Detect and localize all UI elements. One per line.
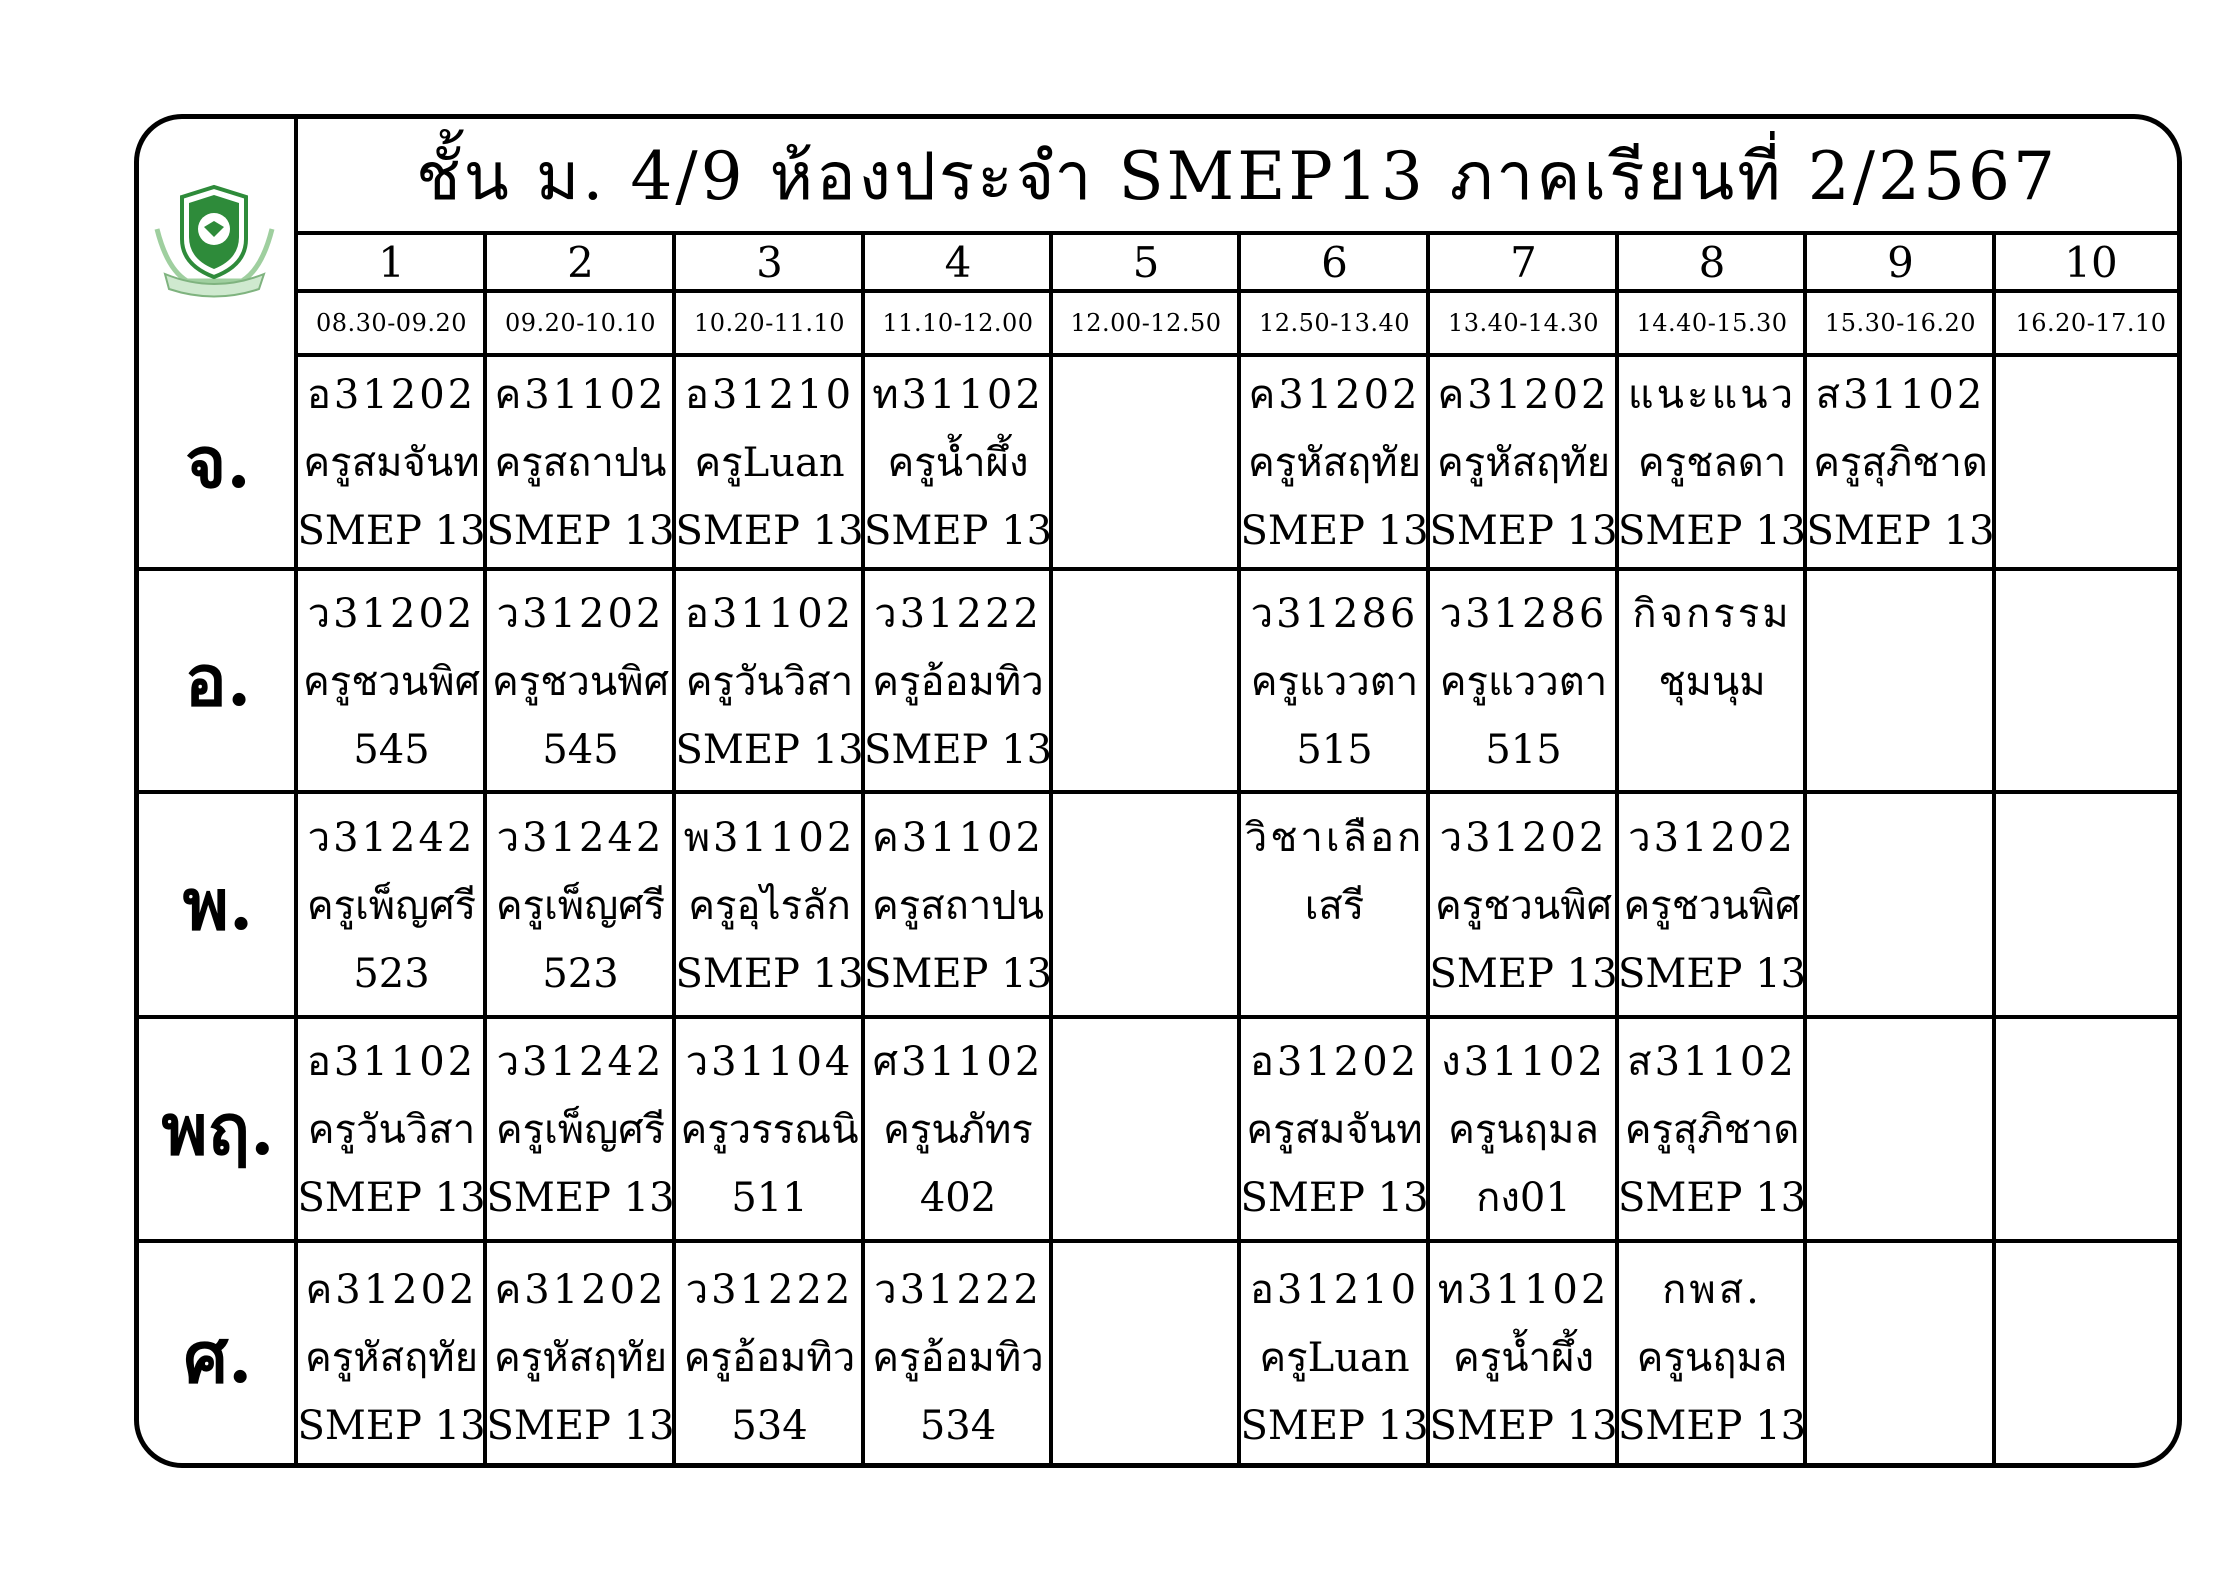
subject-code: ส31102 bbox=[1815, 372, 1986, 418]
period-time: 14.40-15.30 bbox=[1636, 309, 1788, 337]
schedule-cell bbox=[486, 355, 675, 569]
teacher-name: ครูเพ็ญศรี bbox=[495, 882, 666, 929]
room-name: 523 bbox=[353, 950, 430, 997]
room-name bbox=[1995, 1164, 2182, 1232]
room-name: 515 bbox=[1485, 726, 1562, 773]
schedule-cell bbox=[675, 569, 864, 792]
teacher-name bbox=[1806, 648, 1995, 716]
subject-code bbox=[1995, 1256, 2182, 1324]
schedule-cell bbox=[1240, 1241, 1429, 1468]
timetable-sheet bbox=[134, 114, 2182, 1468]
subject-code bbox=[1995, 1028, 2182, 1096]
schedule-cell bbox=[1429, 792, 1618, 1017]
room-name: SMEP 13 bbox=[675, 950, 864, 997]
room-name: 523 bbox=[542, 950, 619, 997]
schedule-cell bbox=[1240, 792, 1429, 1017]
subject-code: พ31102 bbox=[683, 814, 856, 861]
room-name: 515 bbox=[1296, 726, 1373, 773]
room-name bbox=[1995, 940, 2182, 1008]
schedule-cell bbox=[297, 1241, 486, 1468]
teacher-name bbox=[1806, 872, 1995, 940]
teacher-name: ครูชวนพิศ bbox=[1623, 882, 1801, 929]
room-name: SMEP 13 bbox=[864, 726, 1052, 773]
teacher-name: ครูชวนพิศ bbox=[1435, 882, 1612, 929]
schedule-cell bbox=[1429, 569, 1618, 792]
period-time: 08.30-09.20 bbox=[315, 309, 468, 337]
room-name: SMEP 13 bbox=[864, 508, 1052, 554]
subject-code bbox=[1052, 1028, 1240, 1096]
subject-code: อ31202 bbox=[1249, 1039, 1420, 1085]
room-name: SMEP 13 bbox=[1240, 1403, 1429, 1449]
subject-code: ว31242 bbox=[496, 1039, 665, 1085]
schedule-cell bbox=[675, 1017, 864, 1241]
room-name bbox=[1806, 716, 1995, 784]
subject-code: ว31286 bbox=[1439, 590, 1608, 637]
teacher-name: ครูสมจันท bbox=[303, 440, 480, 486]
room-name: SMEP 13 bbox=[1618, 508, 1806, 554]
subject-code: กพส. bbox=[1662, 1267, 1762, 1313]
teacher-name: ครูLuan bbox=[694, 440, 845, 486]
schedule-cell bbox=[486, 792, 675, 1017]
subject-code: ว31202 bbox=[1628, 814, 1796, 861]
schedule-cell bbox=[297, 569, 486, 792]
period-number: 1 bbox=[378, 237, 405, 287]
schedule-cell bbox=[1240, 1017, 1429, 1241]
subject-code bbox=[1052, 1256, 1240, 1324]
schedule-cell bbox=[675, 355, 864, 569]
room-name: กง01 bbox=[1476, 1175, 1571, 1221]
schedule-cell bbox=[675, 792, 864, 1017]
subject-code: ค31202 bbox=[494, 1267, 667, 1313]
period-number: 4 bbox=[944, 237, 972, 287]
schedule-cell bbox=[1429, 355, 1618, 569]
day-label: จ. bbox=[185, 420, 251, 504]
teacher-name: ครูเพ็ญศรี bbox=[495, 1107, 666, 1153]
day-label: อ. bbox=[184, 639, 252, 722]
period-time: 16.20-17.10 bbox=[2015, 309, 2167, 337]
teacher-name: ครูชลดา bbox=[1637, 440, 1787, 486]
room-name: 545 bbox=[353, 726, 430, 773]
teacher-name: ครูอ้อมทิว bbox=[872, 1335, 1044, 1381]
teacher-name: ครูแววตา bbox=[1250, 658, 1419, 705]
schedule-cell bbox=[297, 1017, 486, 1241]
room-name: SMEP 13 bbox=[486, 1175, 675, 1221]
room-name bbox=[1052, 1392, 1240, 1460]
room-name bbox=[1995, 1392, 2182, 1460]
teacher-name bbox=[1052, 1324, 1240, 1392]
subject-code: อ31210 bbox=[1249, 1267, 1420, 1313]
subject-code: ศ31102 bbox=[872, 1039, 1044, 1085]
day-label: พ. bbox=[182, 863, 254, 946]
subject-code: ส31102 bbox=[1627, 1039, 1797, 1085]
subject-code: วิชาเลือก bbox=[1244, 814, 1425, 861]
teacher-name: ครูอ้อมทิว bbox=[683, 1335, 856, 1381]
subject-code: กิจกรรม bbox=[1632, 590, 1792, 637]
room-name bbox=[1052, 497, 1240, 565]
teacher-name bbox=[1995, 872, 2182, 940]
schedule-cell bbox=[486, 569, 675, 792]
room-name bbox=[1995, 497, 2182, 565]
schedule-cell bbox=[1995, 1017, 2182, 1241]
period-time: 11.10-12.00 bbox=[882, 309, 1034, 337]
period-number: 3 bbox=[756, 237, 783, 287]
teacher-name: ครูเพ็ญศรี bbox=[306, 882, 477, 929]
subject-code: ค31202 bbox=[1248, 372, 1421, 418]
schedule-cell bbox=[1429, 1241, 1618, 1468]
teacher-name bbox=[1995, 1324, 2182, 1392]
teacher-name bbox=[1806, 1324, 1995, 1392]
room-name bbox=[1618, 716, 1806, 784]
teacher-name: ครูแววตา bbox=[1439, 658, 1608, 705]
period-number: 10 bbox=[2064, 237, 2118, 287]
period-time: 15.30-16.20 bbox=[1824, 309, 1977, 337]
subject-code: แนะแนว bbox=[1627, 372, 1797, 418]
subject-code: ว31104 bbox=[685, 1039, 854, 1085]
teacher-name: ครูอ้อมทิว bbox=[872, 658, 1044, 705]
teacher-name: ครูหัสฤทัย bbox=[304, 1335, 479, 1381]
room-name: SMEP 13 bbox=[1618, 1175, 1806, 1221]
schedule-cell bbox=[1052, 569, 1240, 792]
period-number: 2 bbox=[567, 237, 594, 287]
subject-code: ว31222 bbox=[874, 1267, 1042, 1313]
day-label: ศ. bbox=[183, 1315, 253, 1399]
subject-code bbox=[1806, 580, 1995, 648]
room-name: SMEP 13 bbox=[1429, 950, 1618, 997]
teacher-name: เสรี bbox=[1304, 882, 1365, 929]
subject-code: ค31102 bbox=[871, 814, 1044, 861]
schedule-cell bbox=[1429, 1017, 1618, 1241]
day-label: พฤ. bbox=[161, 1087, 275, 1171]
teacher-name: ครูสมจันท bbox=[1246, 1107, 1423, 1153]
teacher-name: ครูหัสฤทัย bbox=[1436, 440, 1611, 486]
teacher-name: ครูอุไรลัก bbox=[688, 882, 851, 929]
room-name: SMEP 13 bbox=[1240, 1175, 1429, 1221]
schedule-cell bbox=[1618, 355, 1806, 569]
teacher-name: ครูหัสฤทัย bbox=[1247, 440, 1422, 486]
period-time: 13.40-14.30 bbox=[1447, 309, 1600, 337]
teacher-name bbox=[1052, 872, 1240, 940]
schedule-cell bbox=[1995, 1241, 2182, 1468]
period-number: 5 bbox=[1132, 237, 1160, 287]
schedule-cell bbox=[864, 1017, 1052, 1241]
subject-code: ว31286 bbox=[1250, 590, 1419, 637]
room-name: SMEP 13 bbox=[297, 1403, 486, 1449]
period-time: 12.00-12.50 bbox=[1070, 309, 1222, 337]
period-number: 9 bbox=[1887, 237, 1914, 287]
period-time: 10.20-11.10 bbox=[693, 309, 846, 337]
period-time: 12.50-13.40 bbox=[1258, 309, 1411, 337]
teacher-name bbox=[1995, 648, 2182, 716]
teacher-name: ครูสถาปน bbox=[871, 882, 1045, 929]
subject-code: ว31222 bbox=[685, 1267, 854, 1313]
teacher-name bbox=[1052, 1096, 1240, 1164]
room-name: SMEP 13 bbox=[1240, 508, 1429, 554]
room-name bbox=[1806, 1164, 1995, 1232]
subject-code bbox=[1995, 804, 2182, 872]
schedule-cell bbox=[1618, 569, 1806, 792]
room-name bbox=[1806, 1392, 1995, 1460]
schedule-cell bbox=[864, 1241, 1052, 1468]
teacher-name bbox=[1052, 648, 1240, 716]
room-name: SMEP 13 bbox=[486, 1403, 675, 1449]
subject-code bbox=[1995, 361, 2182, 429]
schedule-cell bbox=[1052, 1241, 1240, 1468]
school-crest-icon bbox=[147, 169, 282, 304]
teacher-name: ครูสถาปน bbox=[494, 440, 667, 486]
schedule-cell bbox=[1618, 1017, 1806, 1241]
subject-code: ว31202 bbox=[1439, 814, 1608, 861]
subject-code bbox=[1052, 580, 1240, 648]
subject-code bbox=[1806, 804, 1995, 872]
schedule-cell bbox=[1806, 1241, 1995, 1468]
period-number: 7 bbox=[1510, 237, 1537, 287]
room-name: SMEP 13 bbox=[1429, 1403, 1618, 1449]
schedule-cell bbox=[864, 792, 1052, 1017]
subject-code: ว31202 bbox=[307, 590, 476, 637]
schedule-cell bbox=[675, 1241, 864, 1468]
room-name bbox=[1052, 716, 1240, 784]
subject-code: ว31242 bbox=[307, 814, 476, 861]
schedule-cell bbox=[486, 1241, 675, 1468]
teacher-name bbox=[1995, 429, 2182, 497]
teacher-name bbox=[1806, 1096, 1995, 1164]
subject-code: ท31102 bbox=[872, 372, 1044, 418]
subject-code bbox=[1806, 1028, 1995, 1096]
schedule-cell bbox=[1806, 569, 1995, 792]
teacher-name: ครูLuan bbox=[1259, 1335, 1410, 1381]
schedule-cell bbox=[1240, 569, 1429, 792]
subject-code: ว31222 bbox=[874, 590, 1042, 637]
teacher-name: ครูนฤมล bbox=[1448, 1107, 1599, 1153]
teacher-name: ครูวันวิสา bbox=[685, 658, 854, 705]
room-name: SMEP 13 bbox=[486, 508, 675, 554]
subject-code: ค31202 bbox=[1437, 372, 1610, 418]
schedule-cell bbox=[297, 792, 486, 1017]
subject-code bbox=[1995, 580, 2182, 648]
room-name: SMEP 13 bbox=[675, 726, 864, 773]
schedule-cell bbox=[864, 355, 1052, 569]
subject-code: อ31102 bbox=[684, 590, 855, 637]
schedule-cell bbox=[864, 569, 1052, 792]
room-name: SMEP 13 bbox=[297, 1175, 486, 1221]
period-number: 6 bbox=[1321, 237, 1348, 287]
teacher-name: ครูชวนพิศ bbox=[303, 658, 480, 705]
period-number: 8 bbox=[1698, 237, 1726, 287]
subject-code: ท31102 bbox=[1437, 1267, 1610, 1313]
schedule-cell bbox=[1995, 792, 2182, 1017]
schedule-cell bbox=[1995, 355, 2182, 569]
schedule-cell bbox=[486, 1017, 675, 1241]
room-name: SMEP 13 bbox=[675, 508, 864, 554]
room-name bbox=[1052, 1164, 1240, 1232]
room-name bbox=[1240, 940, 1429, 1008]
teacher-name bbox=[1995, 1096, 2182, 1164]
schedule-cell bbox=[1995, 569, 2182, 792]
subject-code: ง31102 bbox=[1441, 1039, 1606, 1085]
teacher-name: ครูวรรณนิ bbox=[680, 1107, 859, 1153]
teacher-name: ครูสุภิชาด bbox=[1813, 440, 1988, 486]
schedule-cell bbox=[1240, 355, 1429, 569]
teacher-name: ครูนภัทร bbox=[883, 1107, 1033, 1153]
schedule-cell bbox=[1806, 355, 1995, 569]
teacher-name: ครูนฤมล bbox=[1636, 1335, 1788, 1381]
subject-code: อ31202 bbox=[306, 372, 477, 418]
room-name bbox=[1806, 940, 1995, 1008]
room-name: 511 bbox=[731, 1175, 808, 1221]
subject-code bbox=[1052, 804, 1240, 872]
schedule-cell bbox=[297, 355, 486, 569]
room-name bbox=[1052, 940, 1240, 1008]
room-name: 545 bbox=[542, 726, 619, 773]
subject-code: ค31102 bbox=[494, 372, 667, 418]
room-name: 534 bbox=[731, 1403, 808, 1449]
subject-code: อ31210 bbox=[684, 372, 855, 418]
teacher-name: ครูสุภิชาด bbox=[1624, 1107, 1800, 1153]
room-name: SMEP 13 bbox=[1618, 1403, 1806, 1449]
schedule-cell bbox=[1052, 1017, 1240, 1241]
teacher-name: ครูน้ำผึ้ง bbox=[887, 440, 1029, 486]
room-name: SMEP 13 bbox=[1429, 508, 1618, 554]
period-time: 09.20-10.10 bbox=[504, 309, 657, 337]
subject-code bbox=[1806, 1256, 1995, 1324]
room-name bbox=[1995, 716, 2182, 784]
page-title: ชั้น ม. 4/9 ห้องประจำ SMEP13 ภาคเรียนที่ 2/2567 bbox=[416, 137, 2058, 215]
schedule-cell bbox=[1052, 355, 1240, 569]
subject-code bbox=[1052, 361, 1240, 429]
teacher-name: ชุมนุม bbox=[1658, 658, 1766, 705]
schedule-cell bbox=[1618, 792, 1806, 1017]
teacher-name: ครูชวนพิศ bbox=[492, 658, 669, 705]
room-name: SMEP 13 bbox=[864, 950, 1052, 997]
teacher-name: ครูวันวิสา bbox=[307, 1107, 476, 1153]
teacher-name bbox=[1052, 429, 1240, 497]
room-name: 402 bbox=[919, 1175, 997, 1221]
subject-code: อ31102 bbox=[306, 1039, 477, 1085]
schedule-cell bbox=[1618, 1241, 1806, 1468]
room-name: SMEP 13 bbox=[1618, 950, 1806, 997]
subject-code: ว31242 bbox=[496, 814, 665, 861]
teacher-name: ครูน้ำผึ้ง bbox=[1452, 1335, 1594, 1381]
schedule-cell bbox=[1806, 792, 1995, 1017]
teacher-name: ครูหัสฤทัย bbox=[493, 1335, 668, 1381]
schedule-cell bbox=[1806, 1017, 1995, 1241]
room-name: SMEP 13 bbox=[297, 508, 486, 554]
subject-code: ค31202 bbox=[305, 1267, 478, 1313]
room-name: SMEP 13 bbox=[1806, 508, 1995, 554]
subject-code: ว31202 bbox=[496, 590, 665, 637]
room-name: 534 bbox=[919, 1403, 997, 1449]
schedule-cell bbox=[1052, 792, 1240, 1017]
